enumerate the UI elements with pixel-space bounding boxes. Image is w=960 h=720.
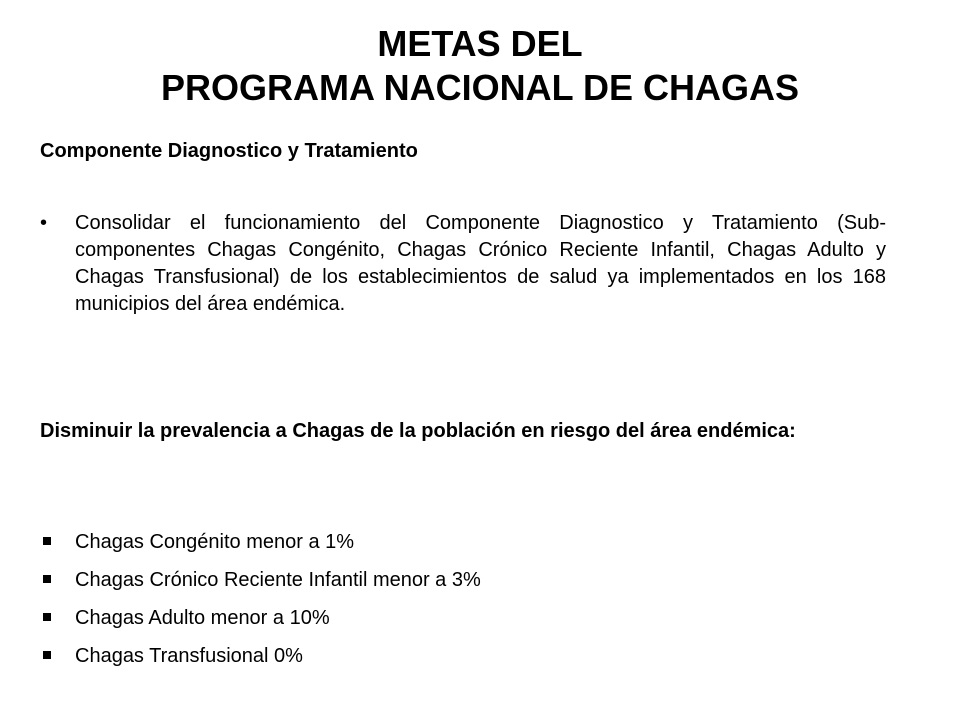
list-item: [40, 599, 886, 637]
target-list: [40, 523, 886, 675]
list-item: [40, 523, 886, 561]
target-text: Chagas Crónico Reciente Infantil menor a 3%: [75, 569, 481, 591]
bullet-dot-icon: •: [40, 212, 48, 234]
slide-title: [40, 22, 920, 110]
square-bullet-icon: [40, 532, 75, 552]
goal-heading: Disminuir la prevalencia a Chagas de la población en riesgo del área endémica:: [40, 420, 796, 442]
target-text: Chagas Congénito menor a 1%: [75, 531, 355, 553]
square-bullet-icon: [40, 608, 75, 628]
target-text: Chagas Adulto menor a 10%: [75, 607, 330, 629]
list-item: [40, 637, 886, 675]
list-item: [40, 561, 886, 599]
square-bullet-icon: [40, 570, 75, 590]
target-text: Chagas Transfusional 0%: [75, 645, 303, 667]
title-line-1: METAS DEL: [377, 23, 583, 64]
objective-bullet: [40, 210, 886, 318]
objective-text: Consolidar el funcionamiento del Componente Diagnostico y Tratamiento (Sub-componentes Chagas Congénito, Chagas Crónico Reciente Infantil, Chagas Adulto y Chagas Transfusional) de los establecimientos de salud ya implementados en los 168 municipios del área endémica.: [75, 212, 886, 315]
title-line-2: PROGRAMA NACIONAL DE CHAGAS: [160, 67, 799, 108]
component-heading: Componente Diagnostico y Tratamiento: [40, 140, 418, 162]
square-bullet-icon: [40, 646, 75, 666]
